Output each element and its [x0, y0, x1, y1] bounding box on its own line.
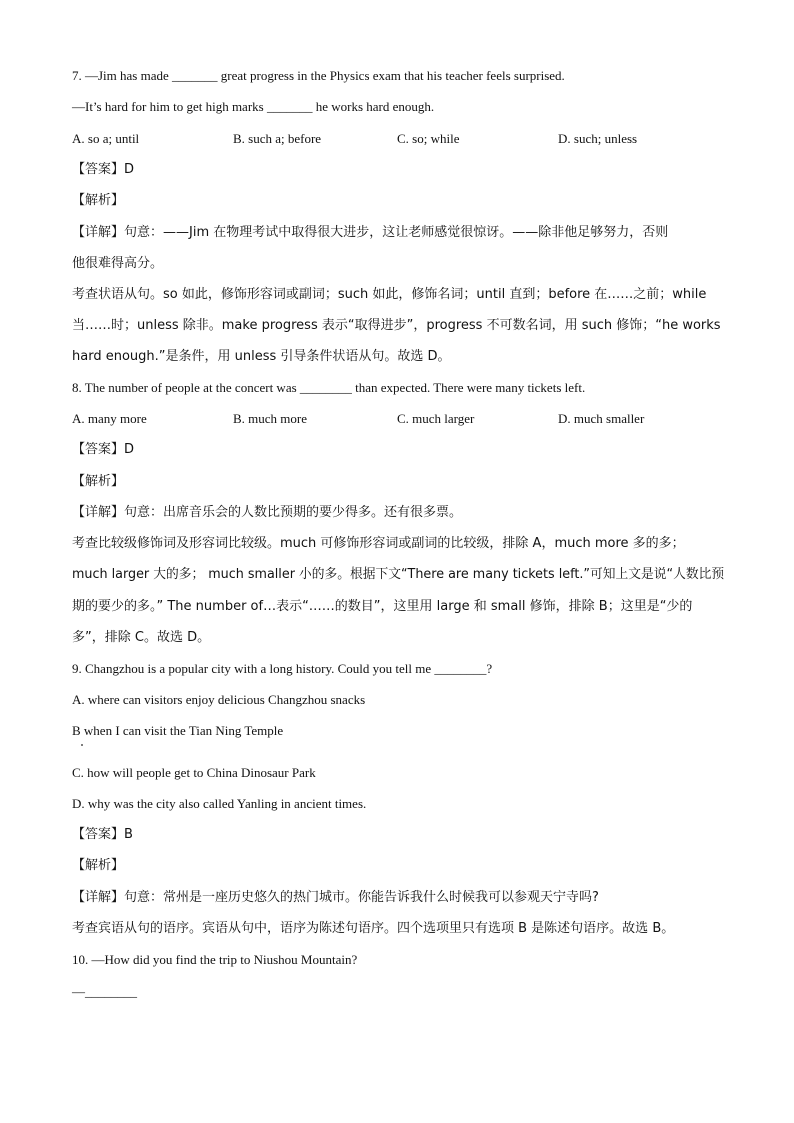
q7-option-b: B. such a; before	[233, 131, 322, 146]
q7-detail-line-4: 当……时；unless 除非。make progress 表示“取得进步”，progress 不可数名词，用 such 修饰；“he works	[72, 318, 721, 333]
q7-detail-line-5: hard enough.”是条件，用 unless 引导条件状语从句。故选 D。	[72, 349, 451, 364]
q8-stem: 8. The number of people at the concert was ________ than expected. There were many tickets left.	[72, 380, 586, 395]
q9-option-b: B when I can visit the Tian Ning Temple	[72, 723, 284, 738]
q8-option-c: C. much larger	[397, 411, 475, 426]
q9-option-a: A. where can visitors enjoy delicious Changzhou snacks	[72, 692, 366, 707]
q8-analysis-label: 【解析】	[72, 474, 125, 489]
q9-analysis-label: 【解析】	[72, 858, 125, 873]
q7-answer: 【答案】D	[72, 162, 135, 177]
q7-option-a: A. so a; until	[72, 131, 140, 146]
stray-dot-mark	[81, 744, 83, 746]
q7-stem-line-1: 7. —Jim has made _______ great progress in the Physics exam that his teacher feels surprised.	[72, 68, 565, 83]
q8-detail-line-1: 【详解】句意：出席音乐会的人数比预期的要少得多。还有很多票。	[72, 505, 463, 520]
q7-detail-line-3: 考查状语从句。so 如此，修饰形容词或副词；such 如此，修饰名词；until 直到；before 在……之前；while	[72, 287, 707, 302]
q10-stem-line-2: —________	[72, 984, 137, 999]
q9-detail-line-1: 【详解】句意：常州是一座历史悠久的热门城市。你能告诉我什么时候我可以参观天宁寺吗?	[72, 890, 599, 905]
q9-answer: 【答案】B	[72, 827, 133, 842]
q7-detail-line-1: 【详解】句意：——Jim 在物理考试中取得很大进步，这让老师感觉很惊讶。——除非他足够努力，否则	[72, 225, 669, 240]
q8-answer: 【答案】D	[72, 442, 135, 457]
q7-option-d: D. such; unless	[558, 131, 638, 146]
q8-detail-line-4: 期的要少的多。” The number of…表示“……的数目”，这里用 large 和 small 修饰，排除 B；这里是“少的	[72, 599, 693, 614]
q8-option-d: D. much smaller	[558, 411, 645, 426]
q8-detail-line-5: 多”，排除 C。故选 D。	[72, 630, 211, 645]
q9-stem: 9. Changzhou is a popular city with a long history. Could you tell me ________?	[72, 661, 493, 676]
q7-option-c: C. so; while	[397, 131, 460, 146]
q10-stem-line-1: 10. —How did you find the trip to Niushou Mountain?	[72, 952, 358, 967]
q8-option-a: A. many more	[72, 411, 147, 426]
q7-detail-line-2: 他很难得高分。	[72, 256, 164, 271]
q8-detail-line-2: 考查比较级修饰词及形容词比较级。much 可修饰形容词或副词的比较级，排除 A，much more 多的多；	[72, 536, 685, 551]
q8-option-b: B. much more	[233, 411, 308, 426]
q8-detail-line-3: much larger 大的多； much smaller 小的多。根据下文“There are many tickets left.”可知上文是说“人数比预	[72, 567, 725, 582]
q9-option-d: D. why was the city also called Yanling in ancient times.	[72, 796, 367, 811]
q9-option-c: C. how will people get to China Dinosaur Park	[72, 765, 316, 780]
q7-stem-line-2: —It’s hard for him to get high marks _______ he works hard enough.	[72, 99, 435, 114]
q9-detail-line-2: 考查宾语从句的语序。宾语从句中，语序为陈述句语序。四个选项里只有选项 B 是陈述句语序。故选 B。	[72, 921, 675, 936]
q7-analysis-label: 【解析】	[72, 193, 125, 208]
